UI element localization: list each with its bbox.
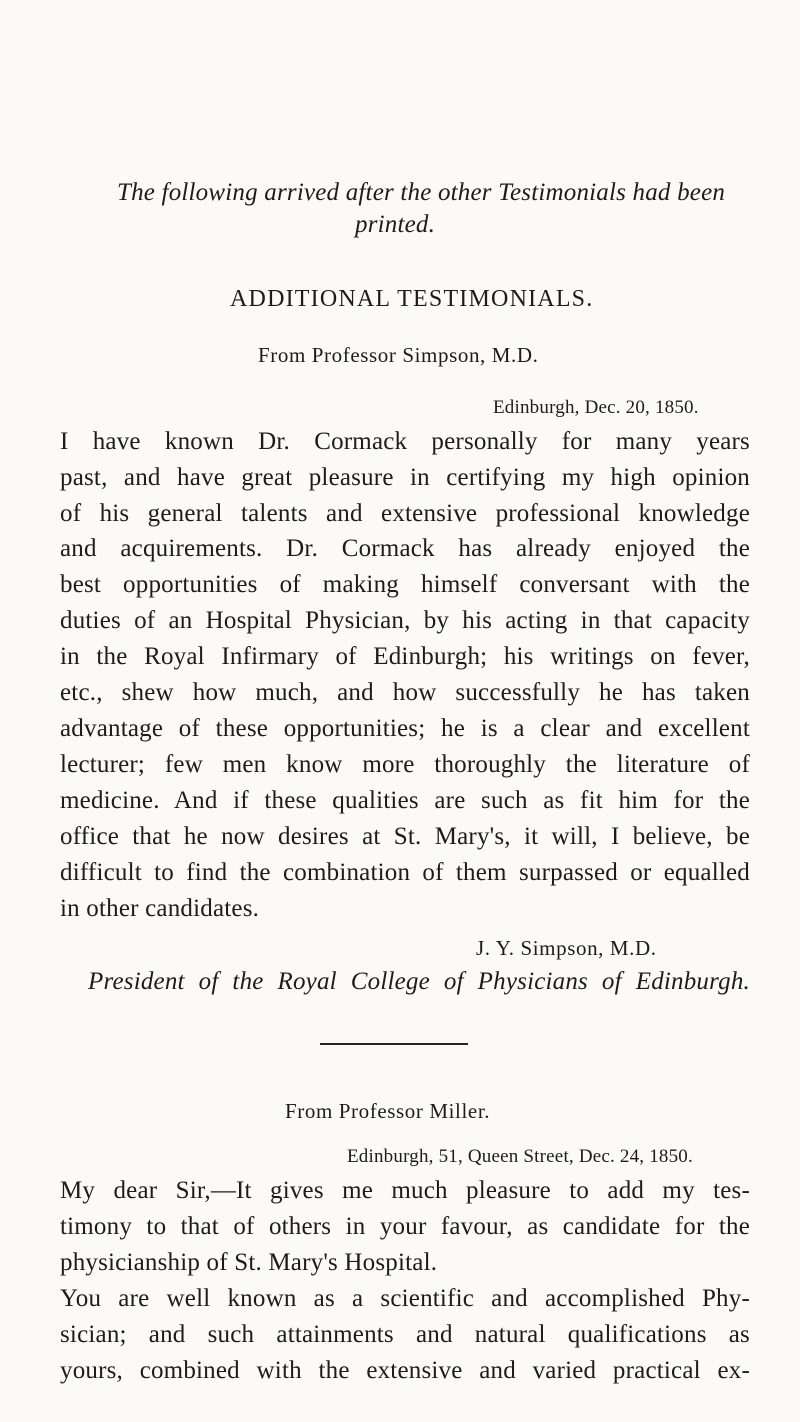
editorial-note-line-2: printed. bbox=[355, 211, 436, 238]
section-divider bbox=[320, 1043, 468, 1045]
letter1-body-line: best opportunities of making himself conversant with the bbox=[60, 571, 750, 598]
letter1-body-line: in other candidates. bbox=[60, 895, 260, 922]
letter1-body-line: etc., shew how much, and how successfully he has taken bbox=[60, 679, 750, 706]
letter1-signatory-title: President of the Royal College of Physicians of Edinburgh. bbox=[88, 968, 750, 995]
page-heading: ADDITIONAL TESTIMONIALS. bbox=[230, 286, 594, 312]
letter2-body-line: yours, combined with the extensive and varied practical ex- bbox=[60, 1357, 750, 1384]
letter1-place-date: Edinburgh, Dec. 20, 1850. bbox=[493, 397, 699, 418]
letter1-from: From Professor Simpson, M.D. bbox=[258, 343, 539, 367]
letter1-body-line: in the Royal Infirmary of Edinburgh; his writings on fever, bbox=[60, 643, 750, 670]
letter2-body-line: physicianship of St. Mary's Hospital. bbox=[60, 1249, 438, 1276]
letter1-body-line: difficult to find the combination of them surpassed or equalled bbox=[60, 859, 750, 886]
letter1-body-line: office that he now desires at St. Mary's, it will, I believe, be bbox=[60, 823, 750, 850]
letter1-body-line: of his general talents and extensive professional knowledge bbox=[60, 500, 750, 527]
letter1-body-line: past, and have great pleasure in certifying my high opinion bbox=[60, 464, 750, 491]
letter1-body-line: I have known Dr. Cormack personally for many years bbox=[60, 428, 750, 455]
letter1-body-line: lecturer; few men know more thoroughly the literature of bbox=[60, 751, 750, 778]
letter1-body-line: medicine. And if these qualities are such as fit him for the bbox=[60, 787, 750, 814]
letter1-body-line: and acquirements. Dr. Cormack has already enjoyed the bbox=[60, 535, 750, 562]
letter2-place-date: Edinburgh, 51, Queen Street, Dec. 24, 1850. bbox=[347, 1146, 693, 1167]
letter2-body-line: timony to that of others in your favour, as candidate for the bbox=[60, 1213, 750, 1240]
letter2-body-line: My dear Sir,—It gives me much pleasure to add my tes- bbox=[60, 1177, 750, 1204]
letter2-body-line: You are well known as a scientific and accomplished Phy- bbox=[60, 1285, 750, 1312]
letter1-signature: J. Y. Simpson, M.D. bbox=[476, 936, 657, 960]
letter1-body-line: advantage of these opportunities; he is a clear and excellent bbox=[60, 715, 750, 742]
letter1-body-line: duties of an Hospital Physician, by his acting in that capacity bbox=[60, 607, 750, 634]
letter2-from: From Professor Miller. bbox=[285, 1099, 491, 1123]
letter2-body-line: sician; and such attainments and natural qualifications as bbox=[60, 1321, 750, 1348]
editorial-note-line-1: The following arrived after the other Testimonials had been bbox=[117, 179, 726, 206]
